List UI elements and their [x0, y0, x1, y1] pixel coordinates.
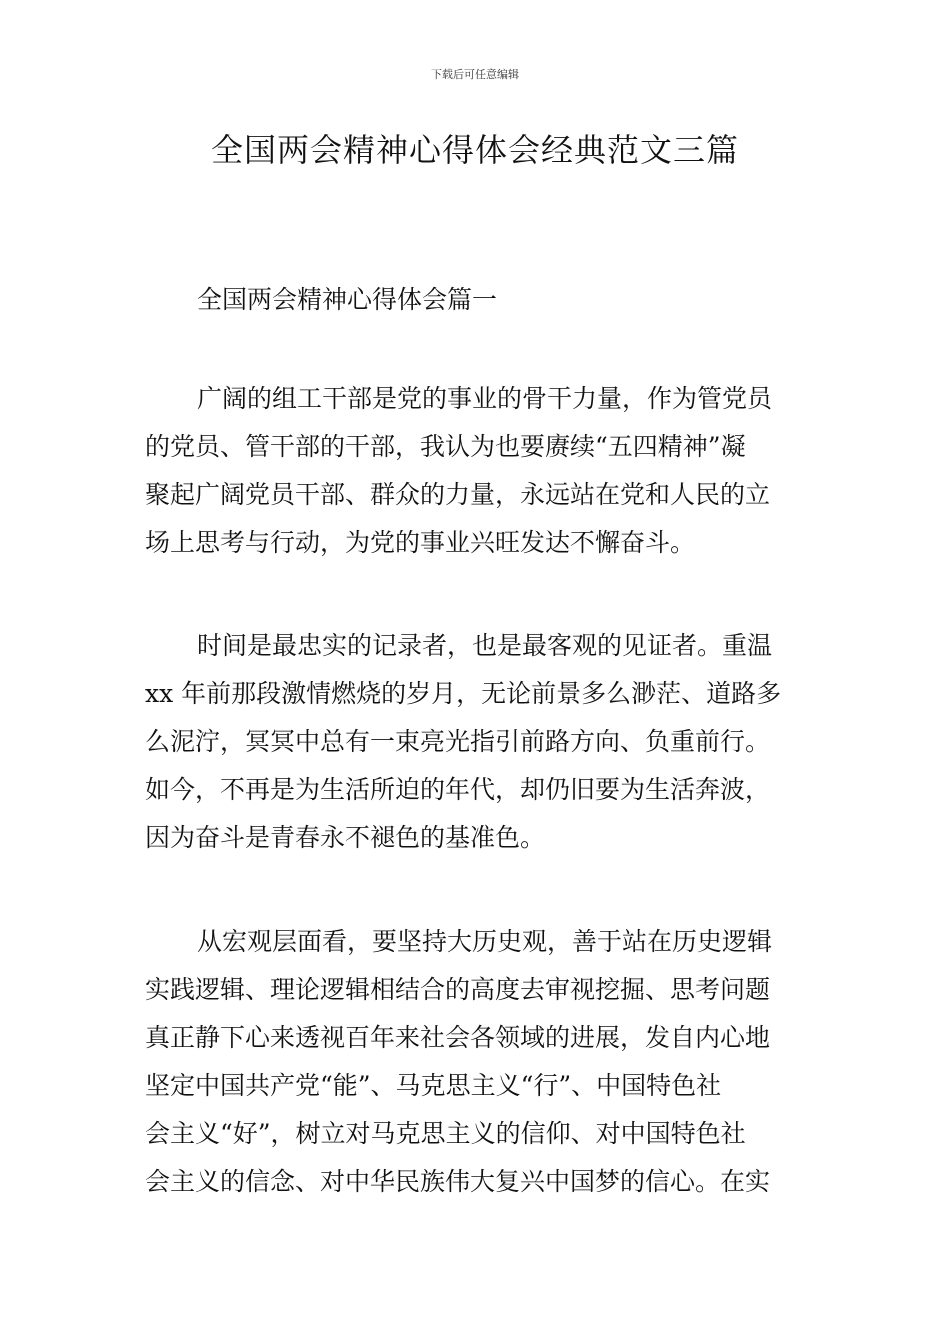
paragraph-line: 广阔的组工干部是党的事业的骨干力量，作为管党员: [197, 384, 773, 413]
paragraph-line: 因为奋斗是青春永不褪色的基准色。: [145, 823, 546, 852]
paragraph-3: [145, 918, 807, 1206]
section-heading: 全国两会精神心得体会篇一: [197, 285, 498, 314]
paragraph-2: [145, 622, 807, 862]
paragraph-line: 坚定中国共产党“能”、马克思主义“行”、中国特色社: [145, 1071, 722, 1100]
document-title: 全国两会精神心得体会经典范文三篇: [210, 131, 739, 169]
paragraph-line: 实践逻辑、理论逻辑相结合的高度去审视挖掘、思考问题: [145, 975, 771, 1004]
paragraph-1: [145, 375, 807, 567]
paragraph-line: 如今，不再是为生活所迫的年代，却仍旧要为生活奔波，: [145, 775, 771, 804]
paragraph-line: 时间是最忠实的记录者，也是最客观的见证者。重温: [197, 631, 773, 660]
paragraph-line: 的党员、管干部的干部，我认为也要赓续“五四精神”凝: [145, 432, 746, 461]
paragraph-line: 聚起广阔党员干部、群众的力量，永远站在党和人民的立: [145, 480, 771, 509]
paragraph-line: 真正静下心来透视百年来社会各领域的进展，发自内心地: [145, 1023, 771, 1052]
header-note: 下载后可任意编辑: [431, 68, 519, 81]
paragraph-line: 从宏观层面看，要坚持大历史观，善于站在历史逻辑: [197, 927, 773, 956]
paragraph-line: 会主义“好”，树立对马克思主义的信仰、对中国特色社: [145, 1119, 746, 1148]
paragraph-line: 场上思考与行动，为党的事业兴旺发达不懈奋斗。: [145, 528, 696, 557]
paragraph-line: 会主义的信念、对中华民族伟大复兴中国梦的信心。在实: [145, 1167, 771, 1196]
paragraph-line: 么泥泞，冥冥中总有一束亮光指引前路方向、负重前行。: [145, 727, 771, 756]
paragraph-line: xx 年前那段激情燃烧的岁月，无论前景多么渺茫、道路多: [145, 679, 782, 708]
